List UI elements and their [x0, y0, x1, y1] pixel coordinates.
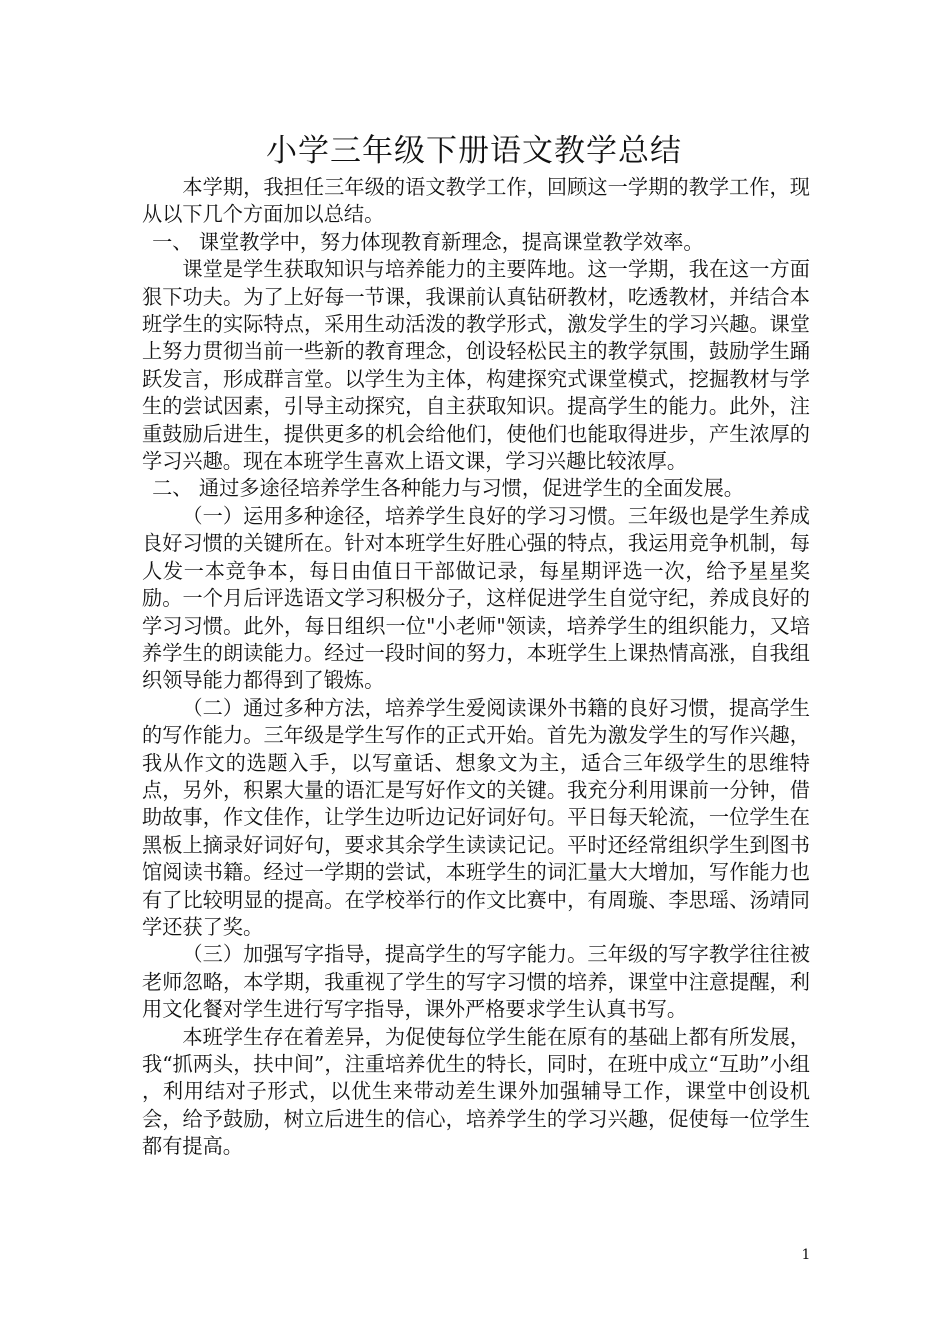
page-number: 1 — [801, 1247, 811, 1263]
document-title: 小学三年级下册语文教学总结 — [266, 133, 682, 169]
document-body — [142, 174, 810, 1161]
paragraph-differences: 本班学生存在着差异，为促使每位学生能在原有的基础上都有所发展，我“抓两头，扶中间”，注重培养优生的特长，同时，在班中成立“互助”小组 ，利用结对子形式，以优生来带动差生课外加强辅导工作，课堂中创设机会，给予鼓励，树立后进生的信心，培养学生的学习兴趣，促使每一位学生都有提高。 — [142, 1024, 810, 1159]
paragraph-reading-writing: （二）通过多种方法，培养学生爱阅读课外书籍的良好习惯，提高学生的写作能力。三年级是学生写作的正式开始。首先为激发学生的写作兴趣，我从作文的选题入手，以写童话、想象文为主，适合三年级学生的思维特点，另外，积累大量的语汇是写好作文的关键。我充分利用课前一分钟，借助故事，作文佳作，让学生边听边记好词好句。平日每天轮流，一位学生在黑板上摘录好词好句，要求其余学生读读记记。平时还经常组织学生到图书馆阅读书籍。经过一学期的尝试，本班学生的词汇量大大增加，写作能力也有了比较明显的提高。在学校举行的作文比赛中，有周璇、李思瑶、汤靖同学还获了奖。 — [142, 695, 810, 939]
section-heading-1: 一、 课堂教学中，努力体现教育新理念，提高课堂教学效率。 — [152, 229, 704, 254]
paragraph-handwriting: （三）加强写字指导，提高学生的写字能力。三年级的写字教学往往被老师忽略，本学期，我重视了学生的写字习惯的培养，课堂中注意提醒，利用文化餐对学生进行写字指导，课外严格要求学生认真书写。 — [142, 942, 810, 1022]
section-heading-2: 二、 通过多途径培养学生各种能力与习惯，促进学生的全面发展。 — [152, 476, 744, 501]
paragraph-habits: （一）运用多种途径，培养学生良好的学习习惯。三年级也是学生养成良好习惯的关键所在。针对本班学生好胜心强的特点，我运用竞争机制，每人发一本竞争本，每日由值日干部做记录，每星期评选一次，给予星星奖励。一个月后评选语文学习积极分子，这样促进学生自觉守纪，养成良好的学习习惯。此外，每日组织一位"小老师"领读，培养学生的组织能力，又培养学生的朗读能力。经过一段时间的努力，本班学生上课热情高涨，自我组织领导能力都得到了锻炼。 — [142, 503, 810, 693]
paragraph-intro: 本学期，我担任三年级的语文教学工作，回顾这一学期的教学工作，现从以下几个方面加以总结。 — [142, 175, 810, 227]
paragraph-classroom: 课堂是学生获取知识与培养能力的主要阵地。这一学期，我在这一方面狠下功夫。为了上好每一节课，我课前认真钻研教材，吃透教材，并结合本班学生的实际特点，采用生动活泼的教学形式，激发学生的学习兴趣。课堂上努力贯彻当前一些新的教育理念，创设轻松民主的教学氛围，鼓励学生踊跃发言，形成群言堂。以学生为主体，构建探究式课堂模式，挖掘教材与学生的尝试因素，引导主动探究，自主获取知识。提高学生的能力。此外，注重鼓励后进生，提供更多的机会给他们，使他们也能取得进步，产生浓厚的学习兴趣。现在本班学生喜欢上语文课，学习兴趣比较浓厚。 — [142, 257, 810, 474]
